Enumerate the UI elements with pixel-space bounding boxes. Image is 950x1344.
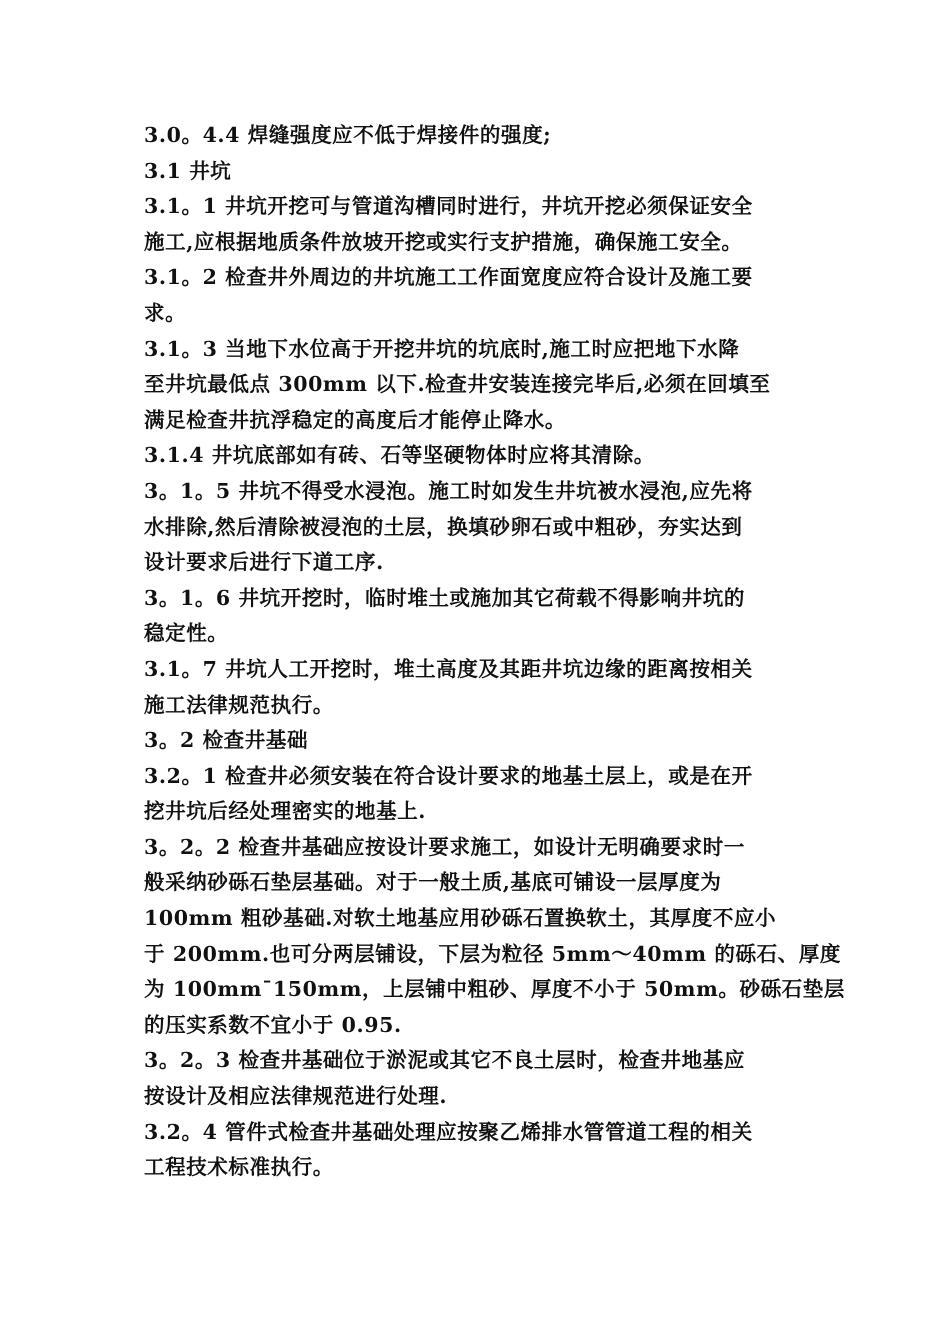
- text-line: 挖井坑后经处理密实的地基上.: [144, 799, 427, 824]
- text-line: 求。: [144, 300, 187, 325]
- text-line: 于 200mm.也可分两层铺设，下层为粒径 5mm～40mm 的砾石、厚度: [144, 941, 841, 966]
- text-line: 3。2。3 检查井基础位于淤泥或其它不良土层时，检查井地基应: [144, 1048, 745, 1073]
- text-line: 3。1。5 井坑不得受水浸泡。施工时如发生井坑被水浸泡,应先将: [144, 478, 753, 503]
- text-line: 3.2。1 检查井必须安装在符合设计要求的地基土层上，或是在开: [144, 763, 753, 788]
- text-line: 设计要求后进行下道工序.: [144, 550, 384, 575]
- section-heading: 3.1 井坑: [144, 158, 232, 183]
- text-line: 3.1.4 井坑底部如有砖、石等坚硬物体时应将其清除。: [144, 443, 655, 468]
- text-line: 3。2。2 检查井基础应按设计要求施工，如设计无明确要求时一: [144, 834, 745, 859]
- text-line: 3.1。3 当地下水位高于开挖井坑的坑底时,施工时应把地下水降: [144, 336, 740, 361]
- text-line: 稳定性。: [144, 621, 229, 646]
- text-line: 为 100mm¯150mm，上层铺中粗砂、厚度不小于 50mm。砂砾石垫层: [144, 977, 845, 1002]
- text-line: 水排除,然后清除被浸泡的土层，换填砂卵石或中粗砂，夯实达到: [144, 514, 743, 539]
- text-line: 至井坑最低点 300mm 以下.检查井安装连接完毕后,必须在回填至: [144, 372, 771, 397]
- text-line: 满足检查井抗浮稳定的高度后才能停止降水。: [144, 407, 566, 432]
- text-line: 3.1。7 井坑人工开挖时，堆土高度及其距井坑边缘的距离按相关: [144, 656, 753, 681]
- text-line: 3.1。2 检查井外周边的井坑施工工作面宽度应符合设计及施工要: [144, 265, 753, 290]
- text-line: 般采纳砂砾石垫层基础。对于一般土质,基底可铺设一层厚度为: [144, 870, 722, 895]
- text-line: 按设计及相应法律规范进行处理.: [144, 1084, 448, 1109]
- document-body: [144, 118, 845, 1186]
- text-line: 工程技术标准执行。: [144, 1155, 334, 1180]
- text-line: 3.1。1 井坑开挖可与管道沟槽同时进行，井坑开挖必须保证安全: [144, 194, 753, 219]
- text-line: 3.2。4 管件式检查井基础处理应按聚乙烯排水管管道工程的相关: [144, 1119, 753, 1144]
- text-line: 的压实系数不宜小于 0.95.: [144, 1012, 402, 1037]
- text-line: 100mm 粗砂基础.对软土地基应用砂砾石置换软土，其厚度不应小: [144, 906, 777, 931]
- text-line: 施工法律规范执行。: [144, 692, 334, 717]
- text-line: 3。1。6 井坑开挖时，临时堆土或施加其它荷载不得影响井坑的: [144, 585, 745, 610]
- text-line: 施工,应根据地质条件放坡开挖或实行支护措施，确保施工安全。: [144, 229, 743, 254]
- text-line: 3.0。4.4 焊缝强度应不低于焊接件的强度;: [144, 123, 552, 147]
- section-heading: 3。2 检查井基础: [144, 728, 309, 753]
